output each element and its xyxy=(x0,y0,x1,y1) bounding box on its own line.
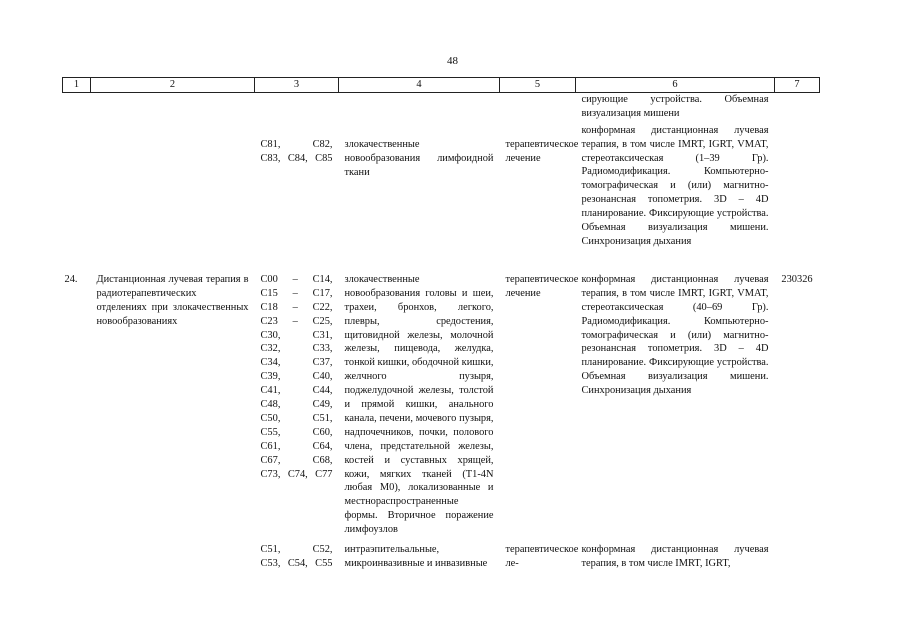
norm-cost xyxy=(775,124,820,273)
icd-code-line: C32, C33, xyxy=(260,343,333,355)
header-cell: 7 xyxy=(775,78,820,93)
tariff-table xyxy=(62,77,820,571)
row-number: 24. xyxy=(64,273,78,285)
icd-codes xyxy=(255,92,339,123)
icd-code-line: C30, C31, xyxy=(260,329,333,341)
table-row xyxy=(63,124,820,273)
diagnosis: злокачественные новообразования лимфоидной ткани xyxy=(344,138,494,178)
icd-code-line: C51, C52, xyxy=(260,544,333,556)
norm-cost xyxy=(775,92,820,123)
treatment-type xyxy=(500,92,576,123)
profile-name: Дистанционная лучевая терапия в радиотерапевтических отделениях при злокачественных новообразованиях xyxy=(96,273,249,327)
norm-cost: 230326 xyxy=(781,273,813,285)
icd-code-line: C18 – C22, xyxy=(260,301,333,313)
norm-cost xyxy=(775,543,820,571)
header-cell: 3 xyxy=(255,78,339,93)
icd-code-line: C53, C54, C55 xyxy=(260,558,333,569)
profile-name xyxy=(91,543,255,571)
row-number xyxy=(63,92,91,123)
icd-code-line: C48, C49, xyxy=(260,399,333,411)
icd-codes xyxy=(255,124,339,273)
icd-code-line: C41, C44, xyxy=(260,385,333,397)
row-number xyxy=(63,543,91,571)
icd-code-line: C73, C74, C77 xyxy=(260,468,333,480)
profile-name xyxy=(91,92,255,123)
icd-code-line: C81, C82, xyxy=(260,138,333,150)
header-cell: 1 xyxy=(63,78,91,93)
icd-code-line: C55, C60, xyxy=(260,426,333,438)
icd-code-line: C39, C40, xyxy=(260,371,333,383)
icd-code-line: C50, C51, xyxy=(260,412,333,424)
header-cell: 5 xyxy=(500,78,576,93)
treatment-method: конформная дистанционная лучевая терапия, в том числе IMRT, IGRT, VMAT, стереотаксическая (1–39 Гр). Радиомодификация. Компьютерно-томографическая и (или) магнитно-резонансная топометрия. 3D – 4D планирование. Фиксирующие устройства. Объемная визуализация мишени. Синхронизация дыхания xyxy=(581,124,769,247)
table-row xyxy=(63,92,820,123)
header-cell: 2 xyxy=(91,78,255,93)
treatment-type: терапевтическое ле- xyxy=(505,544,579,569)
page-number: 48 xyxy=(447,55,458,67)
icd-codes xyxy=(255,273,339,543)
diagnosis: интраэпительальные, микроинвазивные и инвазивные xyxy=(344,544,488,569)
treatment-type: терапевтическое лечение xyxy=(505,273,579,299)
diagnosis xyxy=(339,92,500,123)
icd-code-line: C61, C64, xyxy=(260,440,333,452)
diagnosis: злокачественные новообразования головы и шеи, трахеи, бронхов, легкого, плевры, средостения, щитовидной железы, молочной железы, пищевода, желудка, тонкой кишки, ободочной кишки, желчного пузыря, поджелудочной железы, толстой и прямой кишки, анального канала, печени, мочевого пузыря, надпочечников, почки, полового члена, предстательной железы, костей и суставных хрящей, кожи, мягких тканей (T1-4N любая M0), локализованные и местнораспространенные формы. Вторичное поражение лимфоузлов xyxy=(344,273,494,536)
header-cell: 6 xyxy=(576,78,775,93)
profile-name xyxy=(91,124,255,273)
icd-code-line: C83, C84, C85 xyxy=(260,152,333,164)
icd-code-line: C15 – C17, xyxy=(260,287,333,299)
icd-code-line: C67, C68, xyxy=(260,454,333,466)
treatment-type: терапевтическое лечение xyxy=(505,138,579,164)
table-row xyxy=(63,273,820,543)
treatment-method: конформная дистанционная лучевая терапия, в том числе IMRT, IGRT, xyxy=(581,544,769,569)
treatment-method: сирующие устройства. Объемная визуализация мишени xyxy=(581,93,769,119)
table-row xyxy=(63,543,820,571)
row-number xyxy=(63,124,91,273)
header-cell: 4 xyxy=(339,78,500,93)
treatment-method: конформная дистанционная лучевая терапия, в том числе IMRT, IGRT, VMAT, стереотаксическая (40–69 Гр). Радиомодификация. Компьютерно-томографическая и (или) магнитно-резонансная топометрия. 3D – 4D планирование. Фиксирующие устройства. Объемная визуализация мишени. Синхронизация дыхания xyxy=(581,273,769,397)
header-row xyxy=(63,78,820,93)
icd-code-line: C23 – C25, xyxy=(260,315,333,327)
icd-codes xyxy=(255,543,339,571)
icd-code-line: C00 – C14, xyxy=(260,273,333,285)
icd-code-line: C34, C37, xyxy=(260,357,333,369)
